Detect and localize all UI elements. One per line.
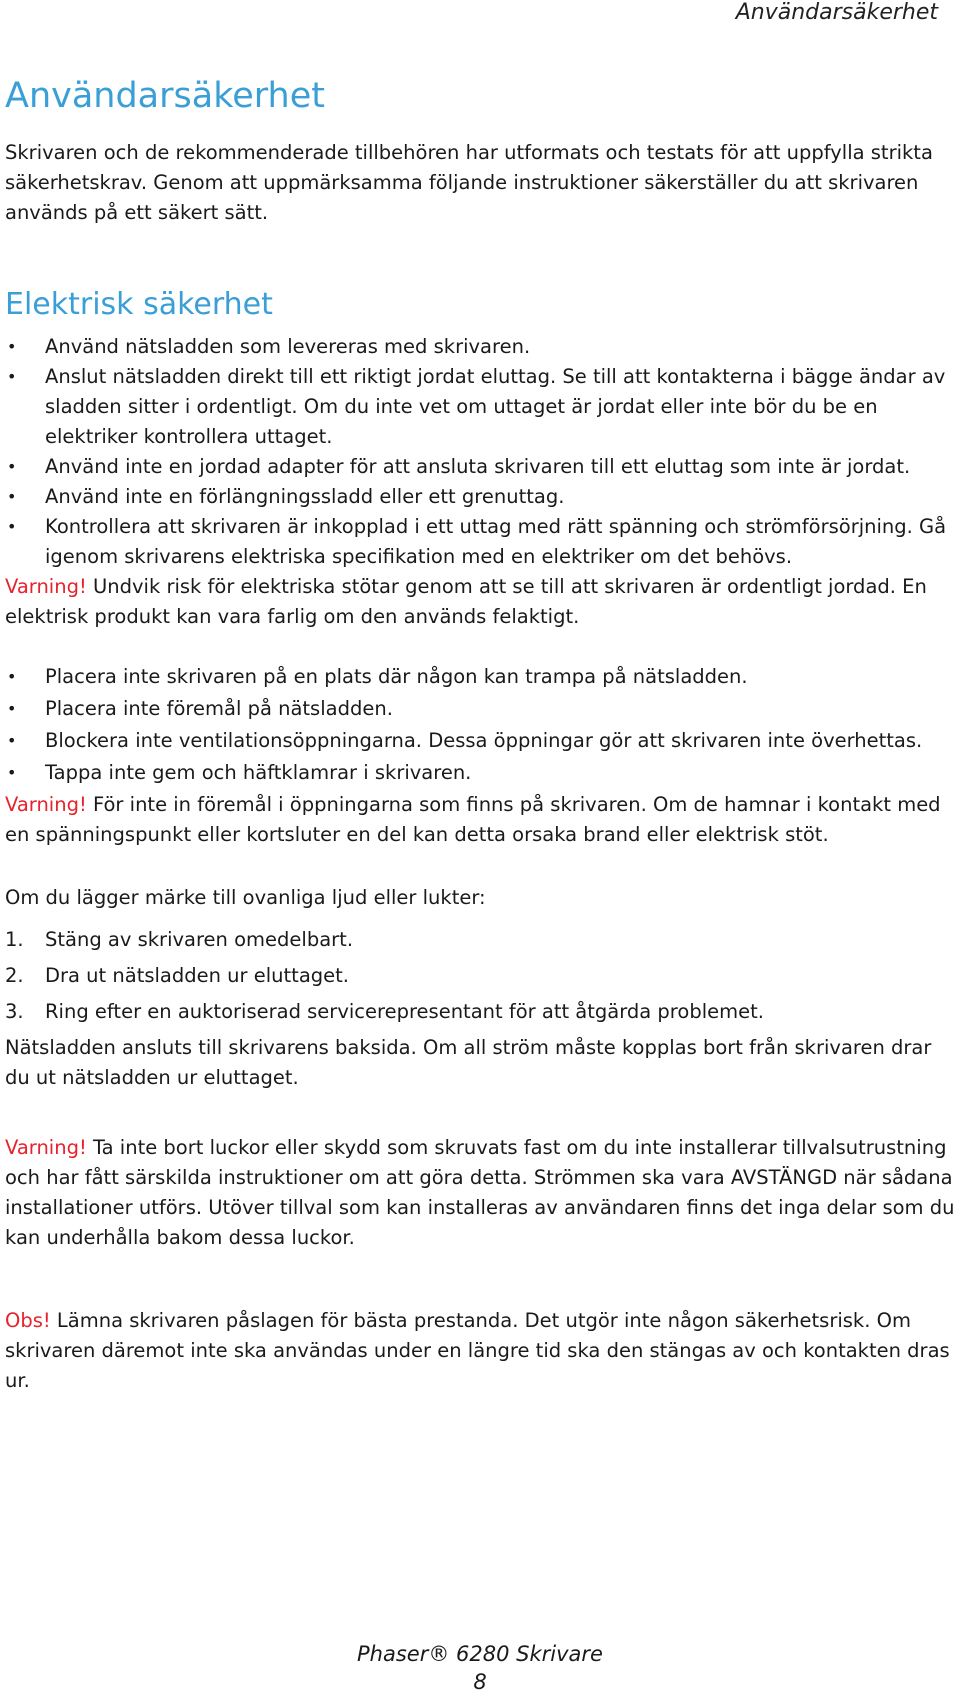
page-title: Användarsäkerhet <box>5 76 325 116</box>
warning-label: Varning! <box>5 1136 87 1159</box>
bullet: • <box>7 337 17 356</box>
list-item: • Blockera inte ventilationsöppningarna. Dessa öppningar gör att skrivaren inte överhettas. <box>5 726 955 756</box>
electrical-safety-list <box>5 332 955 572</box>
placement-list <box>5 662 955 788</box>
intro-paragraph: Skrivaren och de rekommenderade tillbehören har utformats och testats för att uppfylla strikta säkerhetskrav. Genom att uppmärksamma följande instruktioner säkerställer du att skrivaren används på ett säkert sätt. <box>5 141 933 224</box>
page-number: 8 <box>473 1670 487 1694</box>
list-item: • Använd nätsladden som levereras med skrivaren. <box>5 332 955 362</box>
list-item: 2. Dra ut nätsladden ur eluttaget. <box>5 961 955 991</box>
cord-note: Nätsladden ansluts till skrivarens baksida. Om all ström måste kopplas bort från skrivaren drar du ut nätsladden ur eluttaget. <box>5 1036 932 1089</box>
sounds-intro: Om du lägger märke till ovanliga ljud eller lukter: <box>5 886 486 909</box>
list-item: • Använd inte en jordad adapter för att ansluta skrivaren till ett eluttag som inte är jordat. <box>5 452 955 482</box>
bullet: • <box>7 763 17 782</box>
bullet: • <box>7 731 17 750</box>
running-header: Användarsäkerhet <box>735 0 938 25</box>
note-power: Obs! Lämna skrivaren påslagen för bästa prestanda. Det utgör inte någon säkerhetsrisk. Om skrivaren däremot inte ska användas under en längre tid ska den stängas av och kontakten dras ur. <box>5 1309 950 1392</box>
warning-grounding: Varning! Undvik risk för elektriska stötar genom att se till att skrivaren är ordentligt jordad. En elektrisk produkt kan vara farlig om den används felaktigt. <box>5 575 927 628</box>
warning-label: Varning! <box>5 575 87 598</box>
list-item: 1. Stäng av skrivaren omedelbart. <box>5 925 955 955</box>
note-label: Obs! <box>5 1309 51 1332</box>
bullet: • <box>7 517 17 536</box>
page-content <box>5 74 955 1396</box>
section-title: Elektrisk säkerhet <box>5 287 273 322</box>
list-item: • Använd inte en förlängningssladd eller ett grenuttag. <box>5 482 955 512</box>
warning-covers: Varning! Ta inte bort luckor eller skydd som skruvats fast om du inte installerar tillvalsutrustning och har fått särskilda instruktioner om att göra detta. Strömmen ska vara AVSTÄNGD när sådana installationer utförs. Utöver tillval som kan installeras av användaren finns det inga delar som du kan underhålla bakom dessa luckor. <box>5 1136 955 1249</box>
warning-label: Varning! <box>5 793 87 816</box>
list-item: • Placera inte föremål på nätsladden. <box>5 694 955 724</box>
list-item: • Tappa inte gem och häftklamrar i skrivaren. <box>5 758 955 788</box>
list-item: • Anslut nätsladden direkt till ett riktigt jordat eluttag. Se till att kontakterna i bägge ändar av sladden sitter i ordentligt. Om du inte vet om uttaget är jordat eller inte bör du be en elektriker kontrollera uttaget. <box>5 362 955 452</box>
step-number: 1. <box>5 928 24 951</box>
product-name: Phaser® 6280 Skrivare <box>357 1642 603 1666</box>
warning-openings: Varning! För inte in föremål i öppningarna som finns på skrivaren. Om de hamnar i kontakt med en spänningspunkt eller kortsluter en del kan detta orsaka brand eller elektrisk stöt. <box>5 793 941 846</box>
bullet: • <box>7 699 17 718</box>
steps-list <box>5 925 955 1027</box>
list-item: 3. Ring efter en auktoriserad servicerepresentant för att åtgärda problemet. <box>5 997 955 1027</box>
list-item: • Kontrollera att skrivaren är inkopplad i ett uttag med rätt spänning och strömförsörjning. Gå igenom skrivarens elektriska specifikation med en elektriker om det behövs. <box>5 512 955 572</box>
bullet: • <box>7 457 17 476</box>
page-footer <box>0 1640 960 1696</box>
step-number: 3. <box>5 1000 24 1023</box>
bullet: • <box>7 667 17 686</box>
step-number: 2. <box>5 964 24 987</box>
bullet: • <box>7 367 17 386</box>
bullet: • <box>7 487 17 506</box>
list-item: • Placera inte skrivaren på en plats där någon kan trampa på nätsladden. <box>5 662 955 692</box>
